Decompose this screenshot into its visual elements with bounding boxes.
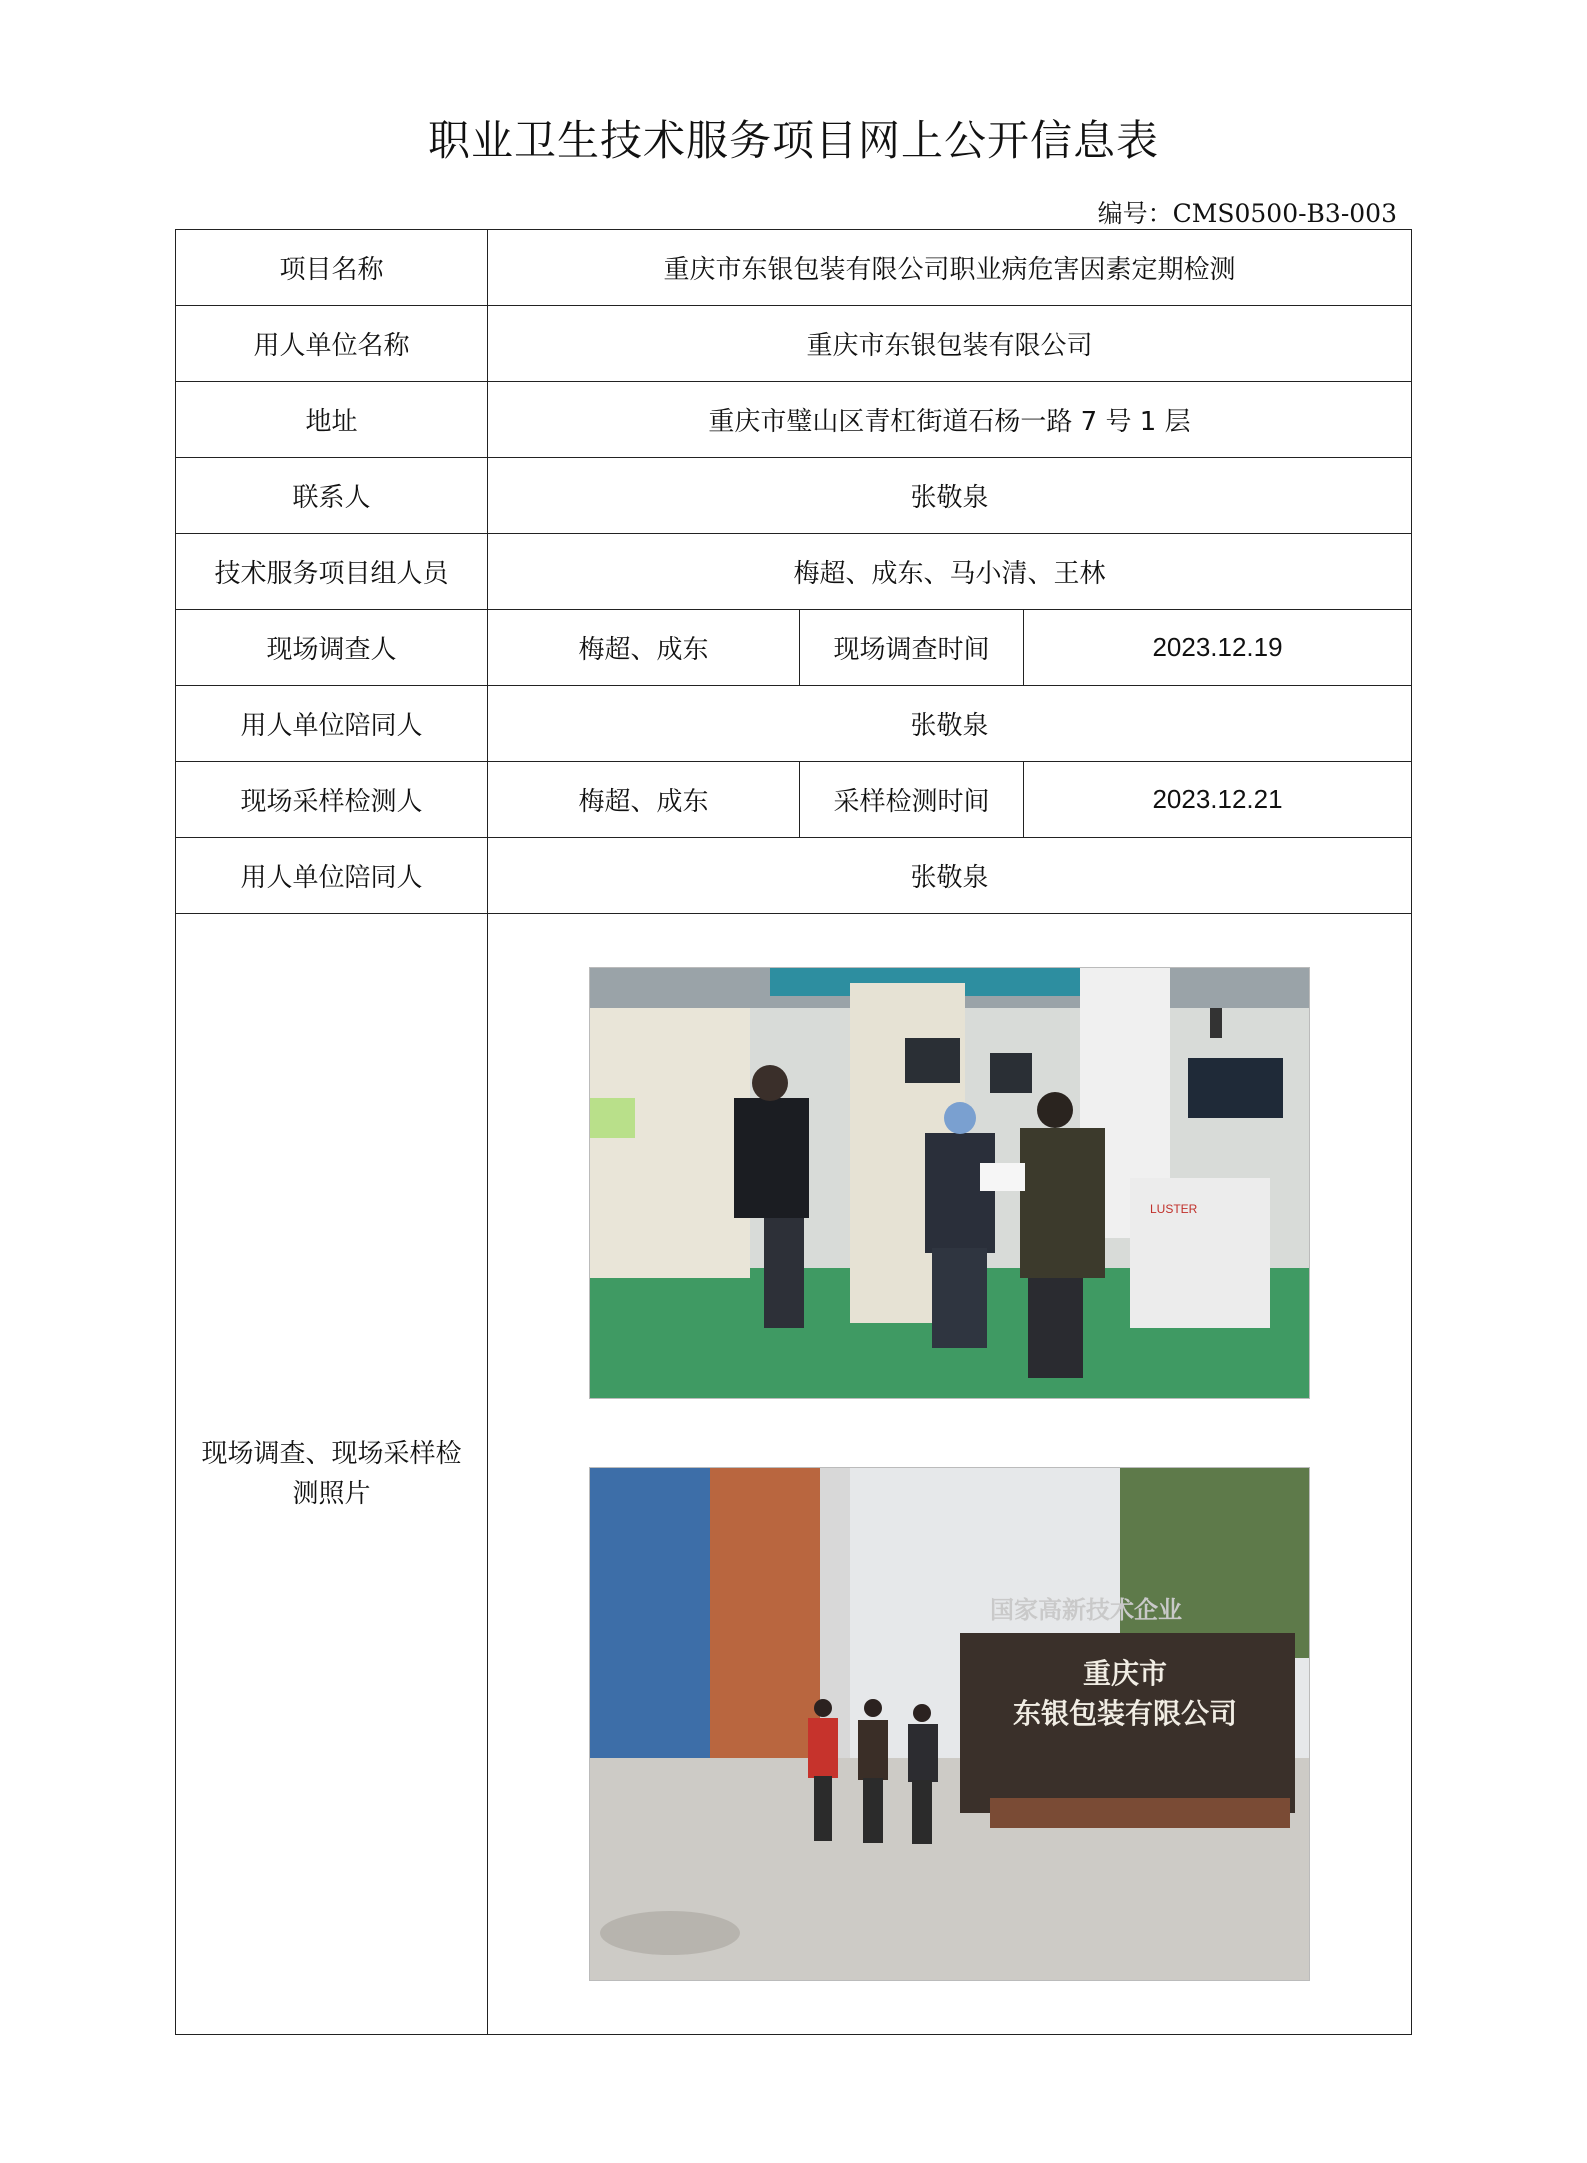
value-contact: 张敬泉 [488,458,1412,534]
label-sampling-companion: 用人单位陪同人 [176,838,488,914]
label-survey-companion: 用人单位陪同人 [176,686,488,762]
label-project-name: 项目名称 [176,230,488,306]
value-team: 梅超、成东、马小清、王林 [488,534,1412,610]
photo2-sign-line1: 重庆市 [1082,1657,1168,1690]
table-row [176,762,1412,838]
document-number: 编号：CMS0500-B3-003 [1097,199,1397,228]
label-survey: 现场调查人 [176,610,488,686]
label-team: 技术服务项目组人员 [176,534,488,610]
table-row [176,306,1412,382]
photos-cell [488,914,1412,2035]
table-row [176,686,1412,762]
table-row [176,914,1412,2035]
value-address: 重庆市璧山区青杠街道石杨一路 7 号 1 层 [488,382,1412,458]
value-sampling-companion: 张敬泉 [488,838,1412,914]
info-table [175,229,1412,2035]
label-sampling: 现场采样检测人 [176,762,488,838]
table-row [176,534,1412,610]
label-sampling-time: 采样检测时间 [800,762,1024,838]
value-sampling: 梅超、成东 [488,762,800,838]
label-survey-time: 现场调查时间 [800,610,1024,686]
value-employer: 重庆市东银包装有限公司 [488,306,1412,382]
table-row [176,230,1412,306]
value-survey: 梅超、成东 [488,610,800,686]
table-row [176,610,1412,686]
table-row [176,838,1412,914]
value-sampling-time: 2023.12.21 [1024,762,1412,838]
table-row [176,382,1412,458]
table-row [176,458,1412,534]
site-survey-photo [589,967,1310,1399]
value-survey-time: 2023.12.19 [1024,610,1412,686]
value-project-name: 重庆市东银包装有限公司职业病危害因素定期检测 [488,230,1412,306]
label-contact: 联系人 [176,458,488,534]
label-employer: 用人单位名称 [176,306,488,382]
photo2-sign-line2: 东银包装有限公司 [1012,1697,1238,1730]
label-address: 地址 [176,382,488,458]
photo1-brand-label: LUSTER [1150,1202,1198,1216]
document-title: 职业卫生技术服务项目网上公开信息表 [427,116,1159,165]
photo2-roof-sign: 国家高新技术企业 [990,1596,1182,1624]
site-sampling-photo [589,1467,1310,1981]
value-survey-companion: 张敬泉 [488,686,1412,762]
label-photos: 现场调查、现场采样检测照片 [176,914,488,2035]
